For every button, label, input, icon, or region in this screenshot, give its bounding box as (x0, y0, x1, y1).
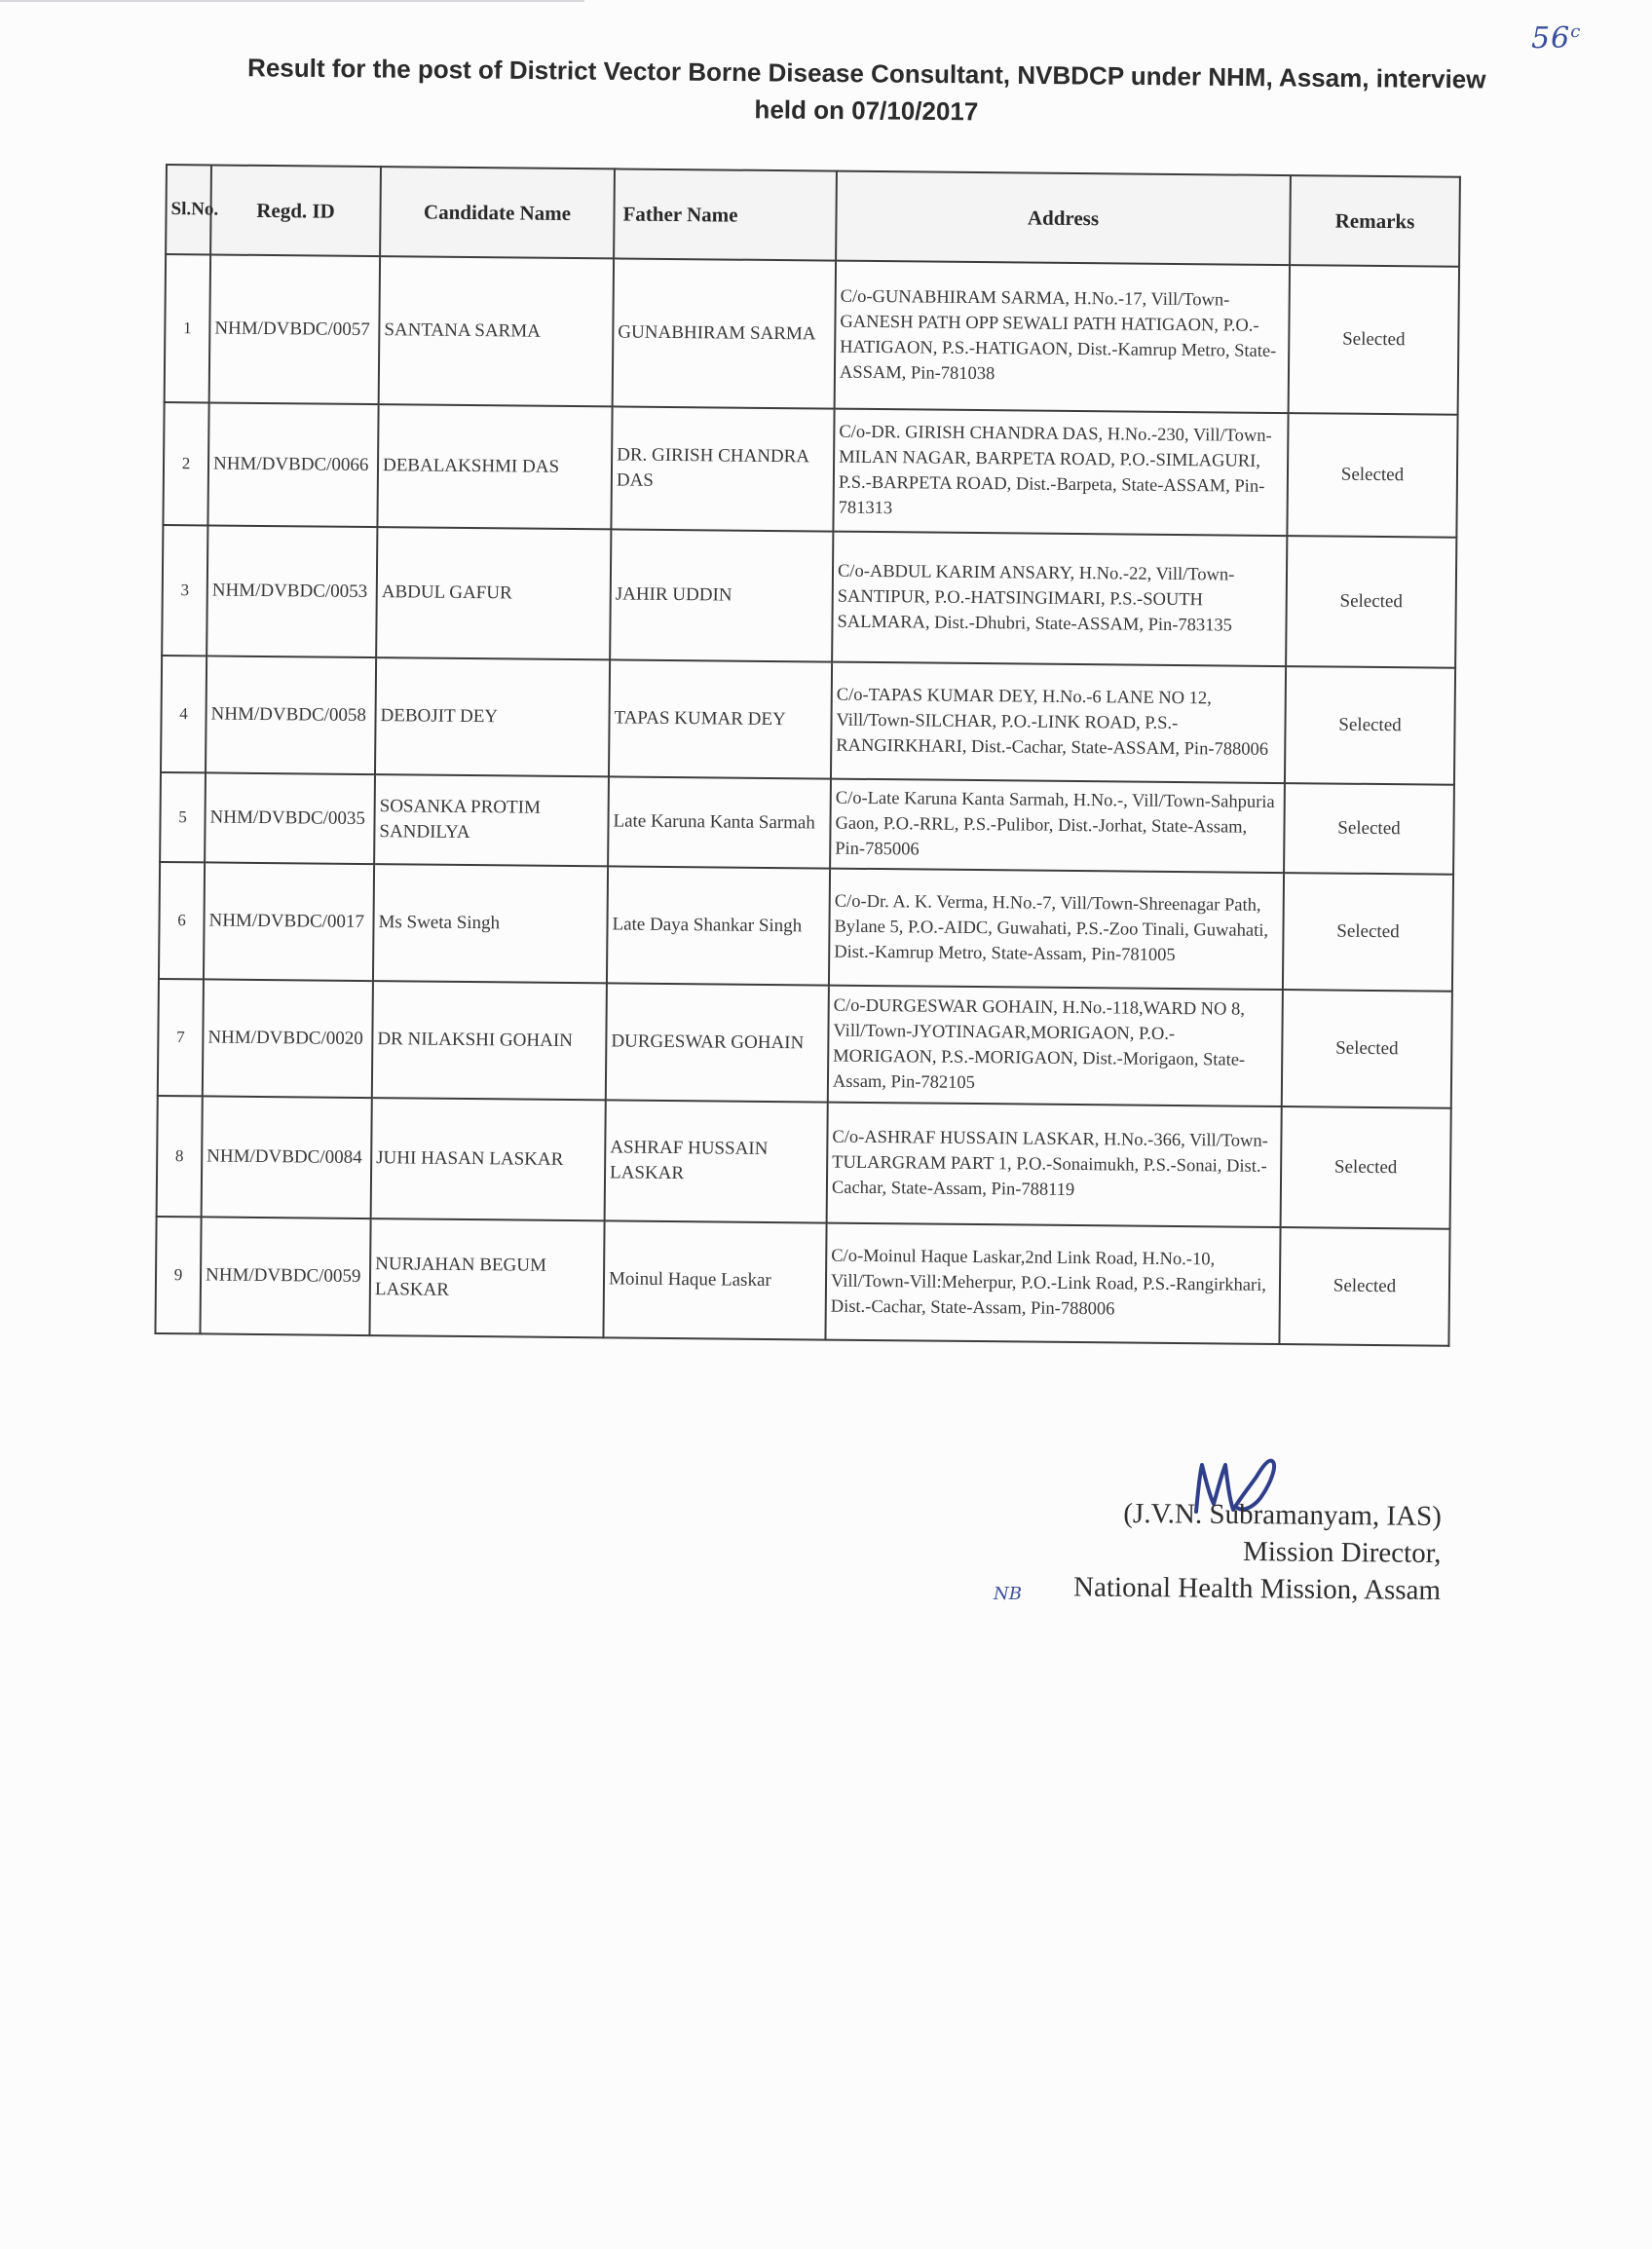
cell-candidate-name: DR NILAKSHI GOHAIN (372, 981, 607, 1100)
handwritten-initials: NB (994, 1584, 1022, 1604)
cell-address: C/o-Dr. A. K. Verma, H.No.-7, Vill/Town-Shreenagar Path, Bylane 5, P.O.-AIDC, Guwahati, P.S.-Zoo Tinali, Guwahati, Dist.-Kamrup Metro, State-Assam, Pin-781005 (829, 869, 1284, 990)
cell-candidate-name: DEBOJIT DEY (375, 657, 610, 776)
cell-address: C/o-GUNABHIRAM SARMA, H.No.-17, Vill/Town-GANESH PATH OPP SEWALI PATH HATIGAON, P.O.-HATIGAON, P.S.-HATIGAON, Dist.-Kamrup Metro, State-ASSAM, Pin-781038 (835, 261, 1290, 413)
cell-regd-id: NHM/DVBDC/0020 (203, 979, 373, 1098)
header-regd-id: Regd. ID (210, 165, 381, 256)
cell-address: C/o-Moinul Haque Laskar,2nd Link Road, H.No.-10, Vill/Town-Vill:Meherpur, P.O.-Link Road, P.S.-Rangirkhari, Dist.-Cachar, State-Assam, Pin-788006 (825, 1223, 1280, 1344)
table-row (163, 402, 1457, 538)
scan-edge-line (0, 0, 584, 2)
signatory-name: (J.V.N. Subramanyam, IAS) (1123, 1497, 1442, 1532)
cell-sl-no: 7 (158, 979, 204, 1096)
cell-address: C/o-DR. GIRISH CHANDRA DAS, H.No.-230, Vill/Town-MILAN NAGAR, BARPETA ROAD, P.O.-SIMLAGURI, P.S.-BARPETA ROAD, Dist.-Barpeta, State-ASSAM, Pin-781313 (833, 409, 1288, 536)
cell-regd-id: NHM/DVBDC/0017 (204, 862, 374, 981)
results-table (154, 164, 1460, 1347)
page-number-value: 56 (1531, 21, 1571, 56)
cell-candidate-name: SOSANKA PROTIM SANDILYA (374, 774, 609, 866)
table-row (158, 979, 1452, 1108)
cell-remarks: Selected (1284, 783, 1454, 875)
cell-remarks: Selected (1283, 873, 1453, 992)
cell-sl-no: 6 (159, 862, 205, 979)
cell-address: C/o-Late Karuna Kanta Sarmah, H.No.-, Vill/Town-Sahpuria Gaon, P.O.-RRL, P.S.-Pulibor, Dist.-Jorhat, State-Assam, Pin-785006 (830, 779, 1285, 873)
cell-remarks: Selected (1287, 413, 1457, 538)
signatory-designation: Mission Director, (1242, 1536, 1442, 1569)
cell-sl-no: 5 (160, 772, 206, 862)
cell-remarks: Selected (1286, 536, 1456, 668)
cell-candidate-name: ABDUL GAFUR (376, 527, 611, 659)
cell-address: C/o-ASHRAF HUSSAIN LASKAR, H.No.-366, Vill/Town-TULARGRAM PART 1, P.O.-Sonaimukh, P.S.-Sonai, Dist.-Cachar, State-Assam, Pin-788119 (827, 1103, 1282, 1227)
cell-father-name: DURGESWAR GOHAIN (606, 983, 829, 1102)
results-table-wrapper (154, 164, 1458, 1347)
cell-regd-id: NHM/DVBDC/0035 (205, 772, 375, 864)
cell-remarks: Selected (1289, 265, 1459, 415)
cell-address: C/o-DURGESWAR GOHAIN, H.No.-118,WARD NO 8, Vill/Town-JYOTINAGAR,MORIGAON, P.O.-MORIGAON, P.S.-MORIGAON, Dist.-Morigaon, State-Assam, Pin-782105 (828, 986, 1283, 1106)
cell-candidate-name: DEBALAKSHMI DAS (377, 404, 612, 529)
handwritten-page-number (1531, 21, 1581, 56)
cell-regd-id: NHM/DVBDC/0066 (207, 402, 378, 527)
cell-father-name: Moinul Haque Laskar (603, 1220, 826, 1339)
table-row (155, 1217, 1449, 1346)
table-row (157, 1096, 1451, 1229)
cell-father-name: TAPAS KUMAR DEY (609, 659, 832, 778)
table-header-row (166, 165, 1460, 267)
cell-regd-id: NHM/DVBDC/0058 (206, 656, 376, 774)
cell-sl-no: 9 (155, 1217, 201, 1333)
table-row (159, 862, 1453, 992)
cell-candidate-name: JUHI HASAN LASKAR (371, 1098, 606, 1220)
cell-sl-no: 2 (163, 402, 208, 525)
cell-regd-id: NHM/DVBDC/0053 (206, 525, 377, 657)
cell-father-name: ASHRAF HUSSAIN LASKAR (605, 1100, 828, 1222)
page-title (223, 49, 1510, 135)
cell-remarks: Selected (1285, 666, 1455, 785)
header-candidate-name: Candidate Name (380, 167, 615, 258)
cell-remarks: Selected (1279, 1227, 1449, 1346)
table-row (165, 254, 1459, 415)
signatory-organization: National Health Mission, Assam (1072, 1571, 1442, 1606)
table-row (161, 656, 1455, 785)
cell-address: C/o-ABDUL KARIM ANSARY, H.No.-22, Vill/Town-SANTIPUR, P.O.-HATSINGIMARI, P.S.-SOUTH SALMARA, Dist.-Dhubri, State-ASSAM, Pin-783135 (832, 532, 1287, 666)
page-number-mark: c (1570, 21, 1582, 42)
table-row (162, 525, 1456, 668)
cell-sl-no: 8 (157, 1096, 203, 1217)
cell-regd-id: NHM/DVBDC/0059 (200, 1217, 370, 1335)
cell-address: C/o-TAPAS KUMAR DEY, H.No.-6 LANE NO 12, Vill/Town-SILCHAR, P.O.-LINK ROAD, P.S.-RANGIRKHARI, Dist.-Cachar, State-ASSAM, Pin-788006 (831, 662, 1286, 783)
cell-sl-no: 3 (162, 525, 207, 656)
signatory-block (1002, 1494, 1442, 1609)
cell-father-name: DR. GIRISH CHANDRA DAS (611, 406, 834, 531)
cell-father-name: JAHIR UDDIN (610, 529, 833, 661)
cell-candidate-name: NURJAHAN BEGUM LASKAR (369, 1218, 604, 1337)
cell-father-name: Late Daya Shankar Singh (607, 866, 830, 985)
cell-father-name: GUNABHIRAM SARMA (613, 258, 836, 408)
cell-father-name: Late Karuna Kanta Sarmah (608, 776, 831, 868)
cell-regd-id: NHM/DVBDC/0057 (209, 254, 380, 404)
table-row (160, 772, 1454, 875)
cell-remarks: Selected (1282, 990, 1452, 1108)
title-line-2: held on 07/10/2017 (754, 94, 979, 127)
header-sl-no: Sl.No. (166, 165, 211, 254)
title-line-1: Result for the post of District Vector Borne Disease Consultant, NVBDCP under NHM, Assam, interview (246, 53, 1486, 94)
cell-sl-no: 1 (165, 254, 210, 402)
header-remarks: Remarks (1290, 175, 1460, 267)
cell-regd-id: NHM/DVBDC/0084 (202, 1096, 372, 1218)
cell-remarks: Selected (1281, 1106, 1451, 1229)
cell-candidate-name: Ms Sweta Singh (373, 864, 608, 983)
cell-candidate-name: SANTANA SARMA (379, 256, 614, 406)
header-address: Address (836, 171, 1291, 265)
cell-sl-no: 4 (161, 656, 206, 772)
header-father-name: Father Name (614, 169, 837, 260)
